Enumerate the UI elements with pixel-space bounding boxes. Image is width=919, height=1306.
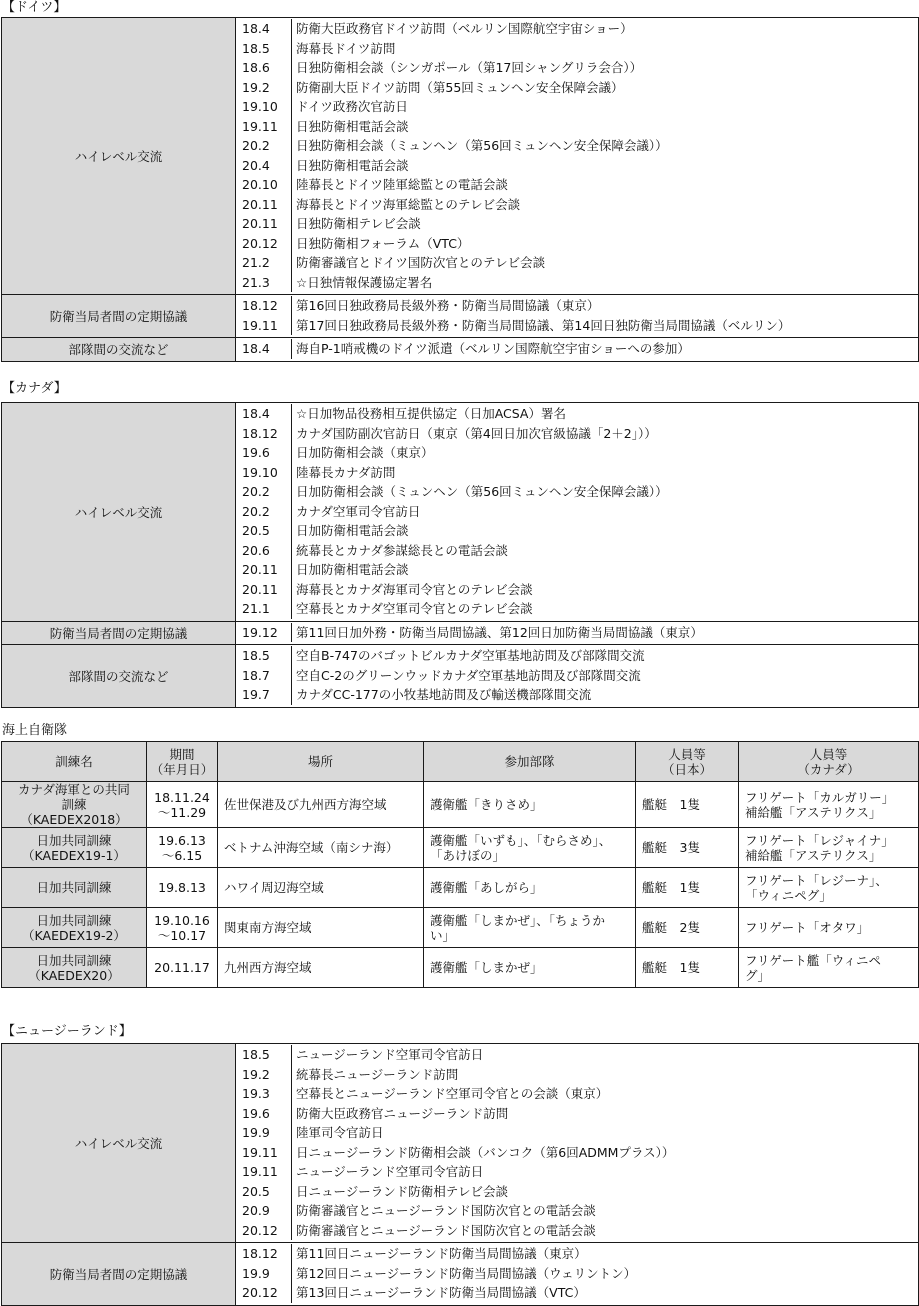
entry-text: 第13回日ニュージーランド防衛当局間協議（VTC） bbox=[296, 1285, 586, 1300]
entry-text: 日ニュージーランド防衛相会談（バンコク（第6回ADMMプラス）） bbox=[296, 1144, 675, 1160]
exchange-group-row bbox=[2, 1044, 919, 1243]
entry-row bbox=[236, 97, 918, 117]
entry-text: 防衛審議官とニュージーランド国防次官との電話会談 bbox=[296, 1203, 596, 1218]
entry-date: 19.6 bbox=[236, 1104, 292, 1124]
entry-date: 19.3 bbox=[236, 1084, 292, 1104]
exercise-units: 護衛艦「しまかぜ」 bbox=[424, 948, 636, 988]
table-canada bbox=[1, 402, 919, 708]
category-cell: 防衛当局者間の定期協議 bbox=[2, 1243, 236, 1306]
entry-date: 20.12 bbox=[236, 1221, 292, 1241]
exercise-name: 日加共同訓練 （KAEDEX20） bbox=[2, 948, 147, 988]
section-title-exercises: 海上自衛隊 bbox=[2, 723, 68, 738]
entry-date: 18.7 bbox=[236, 666, 292, 686]
exercise-units: 護衛艦「しまかぜ」、「ちょうか い」 bbox=[424, 908, 636, 948]
entry-date: 21.1 bbox=[236, 599, 292, 619]
entry-date: 18.5 bbox=[236, 646, 292, 666]
entry-row bbox=[236, 136, 918, 156]
exchange-group-row bbox=[2, 18, 919, 295]
entry-text: カナダCC-177の小牧基地訪問及び輸送機部隊間交流 bbox=[296, 687, 592, 702]
entry-text: ニュージーランド空軍司令官訪日 bbox=[296, 1047, 484, 1062]
entry-row bbox=[236, 1244, 918, 1264]
entry-text: 第17回日独政務局長級外務・防衛当局間協議、第14回日独防衛当局間協議（ベルリン） bbox=[296, 317, 791, 333]
entry-text: 第16回日独政務局長級外務・防衛当局間協議（東京） bbox=[296, 298, 600, 313]
header-period: 期間 （年月日） bbox=[147, 742, 218, 782]
table-row bbox=[2, 828, 919, 868]
entry-row bbox=[236, 560, 918, 580]
entry-date: 20.2 bbox=[236, 502, 292, 522]
header-name: 訓練名 bbox=[2, 742, 147, 782]
entry-text: 海自P-1哨戒機のドイツ派遣（ベルリン国際航空宇宙ショーへの参加） bbox=[296, 341, 690, 356]
entry-date: 20.11 bbox=[236, 214, 292, 234]
entry-text: 海幕長とカナダ海軍司令官とのテレビ会談 bbox=[296, 581, 533, 597]
entry-text: 日独防衛相電話会談 bbox=[296, 118, 409, 134]
entry-text: ニュージーランド空軍司令官訪日 bbox=[296, 1164, 484, 1179]
entry-row bbox=[236, 339, 918, 359]
entry-date: 19.10 bbox=[236, 97, 292, 117]
category-cell: 防衛当局者間の定期協議 bbox=[2, 295, 236, 338]
entry-text: 日独防衛相会談（ミュンヘン（第56回ミュンヘン安全保障会議）） bbox=[296, 138, 668, 153]
category-cell: ハイレベル交流 bbox=[2, 18, 236, 295]
entry-text: 日加防衛相会談（東京） bbox=[296, 445, 434, 460]
entry-row bbox=[236, 296, 918, 316]
entry-text: 日独防衛相会談（シンガポール（第17回シャングリラ会合）） bbox=[296, 60, 643, 75]
entry-row bbox=[236, 541, 918, 561]
entry-row bbox=[236, 580, 918, 600]
exercise-units: 護衛艦「あしがら」 bbox=[424, 868, 636, 908]
entry-date: 18.5 bbox=[236, 39, 292, 59]
entry-text: 日加防衛相会談（ミュンヘン（第56回ミュンヘン安全保障会議）） bbox=[296, 484, 668, 499]
entry-text: 防衛大臣政務官ニュージーランド訪問 bbox=[296, 1105, 509, 1121]
entries-cell bbox=[236, 621, 919, 645]
entry-row bbox=[236, 253, 918, 273]
entry-text: 防衛副大臣ドイツ訪問（第55回ミュンヘン安全保障会議） bbox=[296, 79, 624, 95]
header-units: 参加部隊 bbox=[424, 742, 636, 782]
entry-date: 19.9 bbox=[236, 1123, 292, 1143]
entry-text: 統幕長ニュージーランド訪問 bbox=[296, 1066, 459, 1082]
entries-cell bbox=[236, 295, 919, 338]
entry-date: 18.5 bbox=[236, 1045, 292, 1065]
entry-row bbox=[236, 273, 918, 293]
entry-row bbox=[236, 1065, 918, 1085]
table-row bbox=[2, 782, 919, 828]
category-cell: 部隊間の交流など bbox=[2, 338, 236, 362]
entry-text: 空自B-747のバゴットビルカナダ空軍基地訪問及び部隊間交流 bbox=[296, 648, 645, 663]
section-title-canada: 【カナダ】 bbox=[2, 381, 67, 396]
exercise-place: 佐世保港及び九州西方海空域 bbox=[218, 782, 424, 828]
exchange-group-row bbox=[2, 403, 919, 622]
entry-row bbox=[236, 463, 918, 483]
table-newzealand bbox=[1, 1043, 919, 1306]
entry-text: カナダ空軍司令官訪日 bbox=[296, 503, 421, 519]
entry-row bbox=[236, 1123, 918, 1143]
exercise-place: 関東南方海空域 bbox=[218, 908, 424, 948]
entry-text: カナダ国防副次官訪日（東京（第4回日加次官級協議「2＋2」）） bbox=[296, 425, 657, 441]
entry-date: 20.10 bbox=[236, 175, 292, 195]
entry-row bbox=[236, 156, 918, 176]
entry-row bbox=[236, 623, 918, 643]
entry-text: 防衛大臣政務官ドイツ訪問（ベルリン国際航空宇宙ショー） bbox=[296, 21, 633, 36]
entry-row bbox=[236, 234, 918, 254]
entry-text: 陸軍司令官訪日 bbox=[296, 1125, 384, 1140]
entry-date: 20.11 bbox=[236, 195, 292, 215]
entry-row bbox=[236, 404, 918, 424]
entry-date: 18.4 bbox=[236, 339, 292, 359]
entry-date: 19.9 bbox=[236, 1264, 292, 1284]
entry-row bbox=[236, 19, 918, 39]
entry-date: 21.3 bbox=[236, 273, 292, 293]
entry-row bbox=[236, 521, 918, 541]
entry-row bbox=[236, 39, 918, 59]
category-cell: 防衛当局者間の定期協議 bbox=[2, 621, 236, 645]
section-title-newzealand: 【ニュージーランド】 bbox=[2, 1024, 132, 1039]
entry-row bbox=[236, 1084, 918, 1104]
entry-row bbox=[236, 1201, 918, 1221]
entry-text: 防衛審議官とドイツ国防次官とのテレビ会談 bbox=[296, 255, 546, 270]
entry-date: 19.10 bbox=[236, 463, 292, 483]
exercise-personnel-japan: 艦艇 1隻 bbox=[636, 948, 739, 988]
entry-date: 18.4 bbox=[236, 19, 292, 39]
entry-row bbox=[236, 117, 918, 137]
table-exercises bbox=[1, 741, 919, 988]
entry-row bbox=[236, 1221, 918, 1241]
exercise-personnel-canada: フリゲート「カルガリー」 補給艦「アステリクス」 bbox=[739, 782, 919, 828]
exercise-period: 20.11.17 bbox=[147, 948, 218, 988]
table-row bbox=[2, 908, 919, 948]
entry-date: 20.4 bbox=[236, 156, 292, 176]
entry-row bbox=[236, 175, 918, 195]
entry-text: 日独防衛相テレビ会談 bbox=[296, 216, 421, 231]
entry-text: 日独防衛相電話会談 bbox=[296, 157, 409, 173]
category-cell: 部隊間の交流など bbox=[2, 645, 236, 708]
table-row bbox=[2, 868, 919, 908]
entry-text: 日加防衛相電話会談 bbox=[296, 523, 409, 538]
entry-date: 20.2 bbox=[236, 136, 292, 156]
entry-date: 19.2 bbox=[236, 1065, 292, 1085]
header-personnel-japan: 人員等 （日本） bbox=[636, 742, 739, 782]
exercise-name: 日加共同訓練 （KAEDEX19-2） bbox=[2, 908, 147, 948]
entry-date: 18.6 bbox=[236, 58, 292, 78]
exchange-group-row bbox=[2, 621, 919, 645]
exercise-period: 19.6.13 〜6.15 bbox=[147, 828, 218, 868]
entry-row bbox=[236, 195, 918, 215]
entry-text: 空幕長とカナダ空軍司令官とのテレビ会談 bbox=[296, 601, 533, 616]
entry-date: 20.9 bbox=[236, 1201, 292, 1221]
category-cell: ハイレベル交流 bbox=[2, 1044, 236, 1243]
exchange-group-row bbox=[2, 338, 919, 362]
exchange-group-row bbox=[2, 295, 919, 338]
entry-text: 空幕長とニュージーランド空軍司令官との会談（東京） bbox=[296, 1086, 609, 1101]
entry-text: 第11回日ニュージーランド防衛当局間協議（東京） bbox=[296, 1246, 587, 1261]
entry-text: 日加防衛相電話会談 bbox=[296, 562, 409, 577]
entry-row bbox=[236, 58, 918, 78]
entry-text: 日ニュージーランド防衛相テレビ会談 bbox=[296, 1183, 509, 1199]
entry-row bbox=[236, 599, 918, 619]
entry-date: 20.5 bbox=[236, 1182, 292, 1202]
entry-date: 20.11 bbox=[236, 580, 292, 600]
entries-cell bbox=[236, 403, 919, 622]
entries-cell bbox=[236, 645, 919, 708]
table-row bbox=[2, 948, 919, 988]
exercise-personnel-canada: フリゲート「レジャイナ」 補給艦「アステリクス」 bbox=[739, 828, 919, 868]
exercise-place: ハワイ周辺海空域 bbox=[218, 868, 424, 908]
exercise-personnel-canada: フリゲート艦「ウィニペ グ」 bbox=[739, 948, 919, 988]
entries-cell bbox=[236, 18, 919, 295]
entry-date: 18.12 bbox=[236, 1244, 292, 1264]
header-personnel-canada: 人員等 （カナダ） bbox=[739, 742, 919, 782]
entry-date: 19.7 bbox=[236, 685, 292, 705]
entry-row bbox=[236, 1143, 918, 1163]
entry-date: 19.11 bbox=[236, 316, 292, 336]
entry-date: 18.4 bbox=[236, 404, 292, 424]
entry-date: 20.12 bbox=[236, 1283, 292, 1303]
table-germany bbox=[1, 17, 919, 362]
entry-row bbox=[236, 502, 918, 522]
entry-text: ドイツ政務次官訪日 bbox=[296, 99, 408, 114]
entry-text: 空自C-2のグリーンウッドカナダ空軍基地訪問及び部隊間交流 bbox=[296, 667, 641, 683]
exercise-personnel-japan: 艦艇 1隻 bbox=[636, 782, 739, 828]
exercise-period: 18.11.24 〜11.29 bbox=[147, 782, 218, 828]
exercise-period: 19.10.16 〜10.17 bbox=[147, 908, 218, 948]
exercise-units: 護衛艦「いずも」、「むらさめ」、 「あけぼの」 bbox=[424, 828, 636, 868]
entries-cell bbox=[236, 1243, 919, 1306]
section-title-germany: 【ドイツ】 bbox=[2, 0, 67, 15]
entry-text: 統幕長とカナダ参謀総長との電話会談 bbox=[296, 542, 508, 558]
entry-row bbox=[236, 78, 918, 98]
entry-row bbox=[236, 1264, 918, 1284]
exercise-name: 日加共同訓練 （KAEDEX19-1） bbox=[2, 828, 147, 868]
entry-date: 20.12 bbox=[236, 234, 292, 254]
exchange-group-row bbox=[2, 645, 919, 708]
entry-date: 21.2 bbox=[236, 253, 292, 273]
entry-text: 海幕長ドイツ訪問 bbox=[296, 40, 396, 56]
exchange-group-row bbox=[2, 1243, 919, 1306]
entry-date: 20.11 bbox=[236, 560, 292, 580]
exercise-personnel-japan: 艦艇 1隻 bbox=[636, 868, 739, 908]
entry-text: 日独防衛相フォーラム（VTC） bbox=[296, 235, 470, 251]
exercise-place: ベトナム沖海空域（南シナ海） bbox=[218, 828, 424, 868]
exercise-units: 護衛艦「きりさめ」 bbox=[424, 782, 636, 828]
entry-row bbox=[236, 646, 918, 666]
exercise-personnel-canada: フリゲート「レジーナ」、 「ウィニペグ」 bbox=[739, 868, 919, 908]
entry-text: 第11回日加外務・防衛当局間協議、第12回日加防衛当局間協議（東京） bbox=[296, 624, 703, 640]
entry-row bbox=[236, 1162, 918, 1182]
exercise-personnel-japan: 艦艇 3隻 bbox=[636, 828, 739, 868]
entry-row bbox=[236, 316, 918, 336]
entry-row bbox=[236, 1045, 918, 1065]
exercise-header-row bbox=[2, 742, 919, 782]
entry-row bbox=[236, 424, 918, 444]
header-place: 場所 bbox=[218, 742, 424, 782]
entry-date: 19.11 bbox=[236, 117, 292, 137]
entry-row bbox=[236, 214, 918, 234]
entry-text: 陸幕長カナダ訪問 bbox=[296, 464, 396, 480]
category-cell: ハイレベル交流 bbox=[2, 403, 236, 622]
entry-date: 19.12 bbox=[236, 623, 292, 643]
exercise-personnel-canada: フリゲート「オタワ」 bbox=[739, 908, 919, 948]
exercise-name: カナダ海軍との共同 訓練 （KAEDEX2018） bbox=[2, 782, 147, 828]
exercise-period: 19.8.13 bbox=[147, 868, 218, 908]
entry-row bbox=[236, 1104, 918, 1124]
entry-row bbox=[236, 1283, 918, 1303]
entry-date: 18.12 bbox=[236, 296, 292, 316]
entry-text: 陸幕長とドイツ陸軍総監との電話会談 bbox=[296, 177, 508, 192]
entry-row bbox=[236, 685, 918, 705]
entry-row bbox=[236, 443, 918, 463]
entry-date: 20.2 bbox=[236, 482, 292, 502]
exercise-place: 九州西方海空域 bbox=[218, 948, 424, 988]
entry-text: 第12回日ニュージーランド防衛当局間協議（ウェリントン） bbox=[296, 1265, 637, 1281]
entry-text: ☆日独情報保護協定署名 bbox=[296, 274, 433, 290]
entry-text: ☆日加物品役務相互提供協定（日加ACSA）署名 bbox=[296, 406, 566, 421]
entry-date: 19.11 bbox=[236, 1143, 292, 1163]
exercise-personnel-japan: 艦艇 2隻 bbox=[636, 908, 739, 948]
entry-text: 海幕長とドイツ海軍総監とのテレビ会談 bbox=[296, 196, 521, 212]
entry-date: 20.5 bbox=[236, 521, 292, 541]
entry-row bbox=[236, 666, 918, 686]
entries-cell bbox=[236, 338, 919, 362]
entry-date: 19.11 bbox=[236, 1162, 292, 1182]
entry-date: 18.12 bbox=[236, 424, 292, 444]
exercise-name: 日加共同訓練 bbox=[2, 868, 147, 908]
entries-cell bbox=[236, 1044, 919, 1243]
entry-row bbox=[236, 482, 918, 502]
entry-date: 19.2 bbox=[236, 78, 292, 98]
entry-text: 防衛審議官とニュージーランド国防次官との電話会談 bbox=[296, 1222, 596, 1238]
entry-date: 19.6 bbox=[236, 443, 292, 463]
entry-row bbox=[236, 1182, 918, 1202]
entry-date: 20.6 bbox=[236, 541, 292, 561]
